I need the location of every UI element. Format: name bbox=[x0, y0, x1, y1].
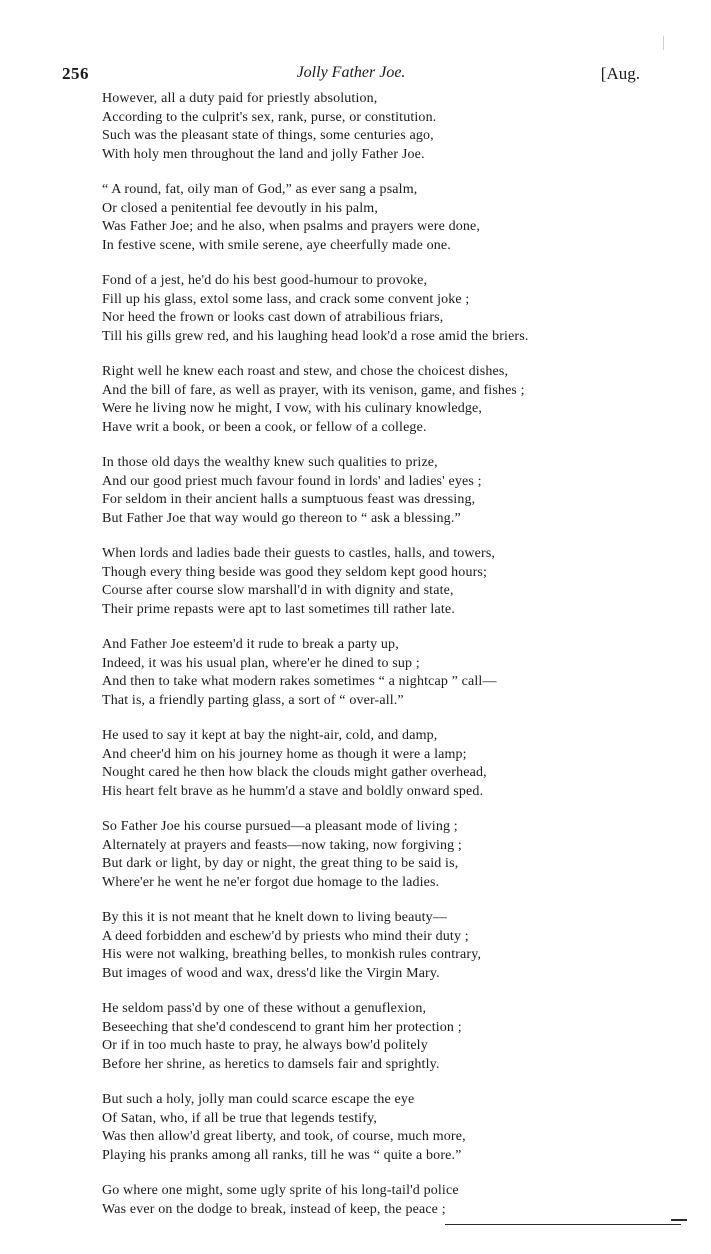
running-title: Jolly Father Joe. bbox=[296, 64, 406, 81]
stanza bbox=[102, 818, 642, 892]
poem-line: That is, a friendly parting glass, a sort of “ over-all.” bbox=[102, 692, 404, 708]
poem-line: But Father Joe that way would go thereon to “ ask a blessing.” bbox=[102, 510, 461, 526]
poem-line: Where'er he went he ne'er forgot due homage to the ladies. bbox=[102, 874, 440, 890]
poem-line: Till his gills grew red, and his laughing head look'd a rose amid the briers. bbox=[102, 328, 529, 344]
poem-line: Such was the pleasant state of things, some centuries ago, bbox=[102, 128, 434, 143]
poem-line: Course after course slow marshall'd in with dignity and state, bbox=[102, 583, 454, 598]
poem-line: Nor heed the frown or looks cast down of atrabilious friars, bbox=[102, 310, 444, 325]
page-number: 256 bbox=[62, 64, 89, 83]
stanza bbox=[102, 1091, 642, 1165]
poem-line: By this it is not meant that he knelt down to living beauty— bbox=[102, 910, 447, 925]
poem-line: In festive scene, with smile serene, aye cheerfully made one. bbox=[102, 237, 451, 253]
poem-line: And the bill of fare, as well as prayer, with its venison, game, and fishes ; bbox=[102, 382, 525, 398]
running-date: [Aug. bbox=[600, 64, 640, 83]
footer-rule bbox=[445, 1224, 681, 1225]
poem-line: Or closed a penitential fee devoutly in his palm, bbox=[102, 200, 378, 216]
poem-line: And our good priest much favour found in lords' and ladies' eyes ; bbox=[102, 473, 482, 489]
stanza bbox=[102, 181, 642, 255]
poem-line: So Father Joe his course pursued—a pleasant mode of living ; bbox=[102, 819, 458, 834]
poem-line: Right well he knew each roast and stew, and chose the choicest dishes, bbox=[102, 364, 509, 379]
margin-tick bbox=[663, 36, 664, 50]
stanza bbox=[102, 90, 642, 164]
poem-line: Indeed, it was his usual plan, where'er he dined to sup ; bbox=[102, 655, 420, 671]
stanza bbox=[102, 272, 642, 346]
stanza bbox=[102, 1000, 642, 1074]
stanza bbox=[102, 636, 642, 710]
poem-line: And then to take what modern rakes sometimes “ a nightcap ” call— bbox=[102, 674, 497, 689]
poem-line: But images of wood and wax, dress'd like the Virgin Mary. bbox=[102, 965, 440, 981]
poem-line: He seldom pass'd by one of these without a genuflexion, bbox=[102, 1001, 427, 1016]
poem-line: Of Satan, who, if all be true that legends testify, bbox=[102, 1110, 378, 1126]
poem-body bbox=[102, 90, 642, 1236]
poem-line: His were not walking, breathing belles, to monkish rules contrary, bbox=[102, 947, 482, 962]
poem-line: Go where one might, some ugly sprite of his long-tail'd police bbox=[102, 1183, 459, 1198]
poem-line: But such a holy, jolly man could scarce escape the eye bbox=[102, 1092, 415, 1107]
poem-line: Their prime repasts were apt to last sometimes till rather late. bbox=[102, 601, 455, 617]
poem-line: And Father Joe esteem'd it rude to break a party up, bbox=[102, 637, 399, 652]
stanza bbox=[102, 363, 642, 437]
stanza bbox=[102, 909, 642, 983]
poem-line: Playing his pranks among all ranks, till he was “ quite a bore.” bbox=[102, 1147, 462, 1163]
poem-line: “ A round, fat, oily man of God,” as ever sang a psalm, bbox=[102, 182, 418, 197]
poem-line: Fill up his glass, extol some lass, and crack some convent joke ; bbox=[102, 291, 470, 307]
poem-line: Was Father Joe; and he also, when psalms and prayers were done, bbox=[102, 219, 481, 234]
poem-line: Fond of a jest, he'd do his best good-humour to provoke, bbox=[102, 273, 428, 288]
poem-line: Alternately at prayers and feasts—now taking, now forgiving ; bbox=[102, 837, 462, 853]
poem-line: Were he living now he might, I vow, with his culinary knowledge, bbox=[102, 401, 483, 416]
poem-line: When lords and ladies bade their guests to castles, halls, and towers, bbox=[102, 546, 496, 561]
stanza bbox=[102, 727, 642, 801]
poem-line: With holy men throughout the land and jolly Father Joe. bbox=[102, 146, 425, 162]
poem-line: He used to say it kept at bay the night-air, cold, and damp, bbox=[102, 728, 438, 743]
poem-line: Was then allow'd great liberty, and took, of course, much more, bbox=[102, 1129, 466, 1144]
poem-line: Though every thing beside was good they seldom kept good hours; bbox=[102, 564, 488, 580]
poem-line: Beseeching that she'd condescend to grant him her protection ; bbox=[102, 1019, 462, 1035]
poem-line: Or if in too much haste to pray, he always bow'd politely bbox=[102, 1038, 428, 1053]
poem-line: For seldom in their ancient halls a sumptuous feast was dressing, bbox=[102, 492, 476, 507]
poem-line: In those old days the wealthy knew such qualities to prize, bbox=[102, 455, 438, 470]
poem-line: However, all a duty paid for priestly absolution, bbox=[102, 91, 378, 106]
poem-line: And cheer'd him on his journey home as though it were a lamp; bbox=[102, 746, 467, 762]
poem-line: A deed forbidden and eschew'd by priests who mind their duty ; bbox=[102, 928, 469, 944]
poem-line: Was ever on the dodge to break, instead of keep, the peace ; bbox=[102, 1201, 446, 1217]
footer-rule-mark bbox=[671, 1219, 687, 1221]
stanza bbox=[102, 1182, 642, 1219]
stanza bbox=[102, 454, 642, 528]
poem-line: According to the culprit's sex, rank, purse, or constitution. bbox=[102, 109, 437, 125]
page-header bbox=[62, 64, 640, 86]
poem-line: His heart felt brave as he humm'd a stave and boldly onward sped. bbox=[102, 783, 484, 799]
poem-line: But dark or light, by day or night, the great thing to be said is, bbox=[102, 856, 459, 871]
poem-line: Have writ a book, or been a cook, or fellow of a college. bbox=[102, 419, 427, 435]
stanza bbox=[102, 545, 642, 619]
poem-line: Nought cared he then how black the clouds might gather overhead, bbox=[102, 765, 487, 780]
poem-line: Before her shrine, as heretics to damsels fair and sprightly. bbox=[102, 1056, 440, 1072]
